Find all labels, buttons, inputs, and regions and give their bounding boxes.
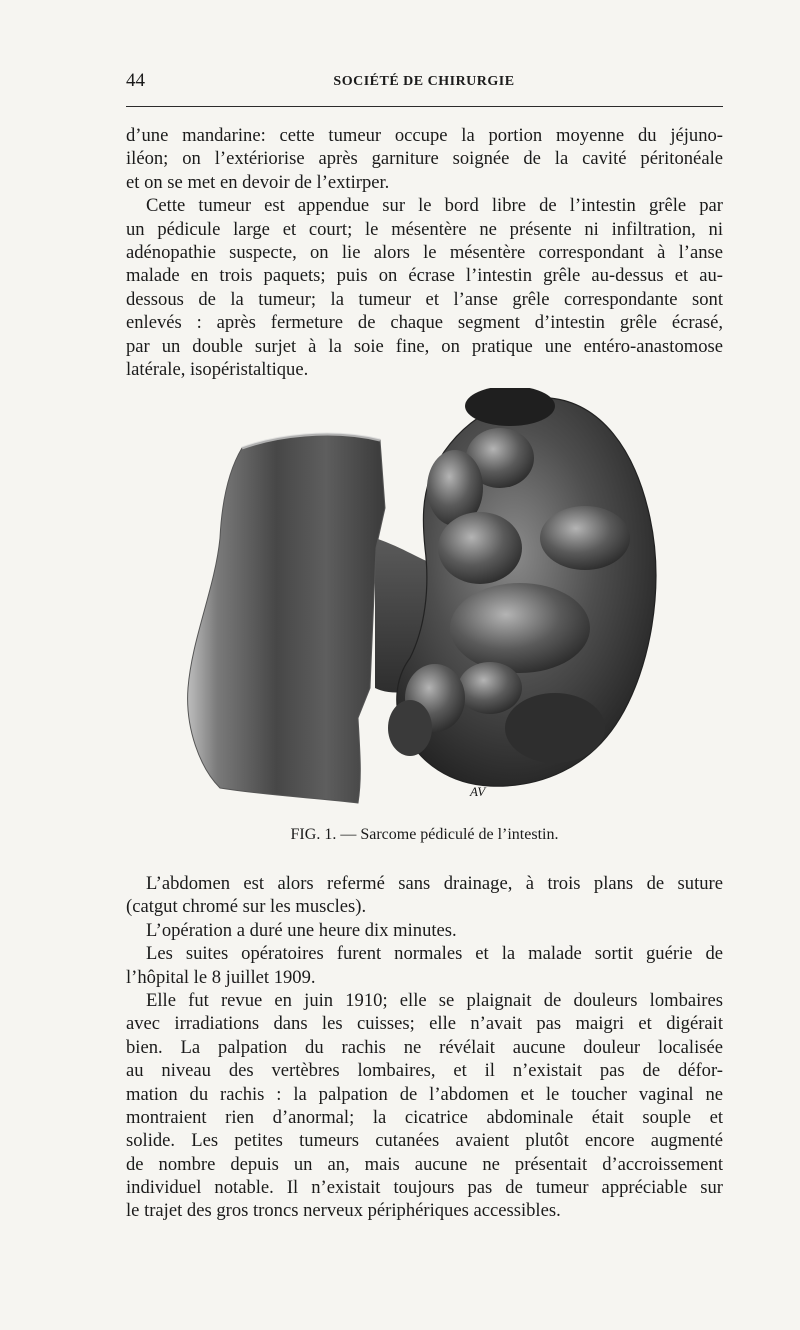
text-line: par un double surjet à la soie fine, on pratique une entéro-anastomose — [126, 335, 723, 357]
text-line: l’hôpital le 8 juillet 1909. — [126, 966, 316, 988]
text-line: et on se met en devoir de l’extirper. — [126, 171, 390, 193]
text-line: L’opération a duré une heure dix minutes. — [146, 919, 457, 941]
running-title: SOCIÉTÉ DE CHIRURGIE — [333, 74, 515, 89]
figure-caption: FIG. 1. — Sarcome pédiculé de l’intestin. — [290, 826, 559, 843]
tumor-lobe-shape — [438, 512, 522, 584]
tumor-lobe-shape — [458, 662, 522, 714]
text-line: bien. La palpation du rachis ne révélait aucune douleur localisée — [126, 1036, 723, 1058]
tumor-lobe-shape — [388, 700, 432, 756]
text-line: mation du rachis : la palpation de l’abdomen et le toucher vaginal ne — [126, 1083, 723, 1105]
tumor-lobe-shape — [450, 583, 590, 673]
text-line: le trajet des gros troncs nerveux périphériques accessibles. — [126, 1200, 561, 1222]
intestine-segment-shape — [188, 434, 385, 803]
illustrator-signature: AV — [470, 784, 486, 799]
body-text-top — [126, 124, 723, 381]
text-line: iléon; on l’extériorise après garniture soignée de la cavité péritonéale — [126, 148, 723, 170]
text-line: d’une mandarine: cette tumeur occupe la portion moyenne du jéjuno- — [126, 125, 723, 146]
text-line: montraient rien d’anormal; la cicatrice abdominale était souple et — [126, 1106, 723, 1128]
tumor-lobe-shape — [505, 693, 605, 763]
text-line: un pédicule large et court; le mésentère ne présente ni infiltration, ni — [126, 218, 723, 240]
text-line: Cette tumeur est appendue sur le bord libre de l’intestin grêle par — [146, 195, 723, 217]
text-line: enlevés : après fermeture de chaque segment d’intestin grêle écrasé, — [126, 312, 723, 334]
page-header — [126, 70, 722, 100]
text-line: Les suites opératoires furent normales et la malade sortit guérie de — [146, 943, 723, 965]
text-line: individuel notable. Il n’existait toujours pas de tumeur appréciable sur — [126, 1177, 723, 1199]
body-text-bottom — [126, 872, 723, 1223]
text-line: L’abdomen est alors refermé sans drainage, à trois plans de suture — [146, 873, 723, 894]
text-line: malade en trois paquets; puis on écrase l’intestin grêle au-dessus et au- — [126, 265, 723, 287]
text-line: de nombre depuis un an, mais aucune ne présentait d’accroissement — [126, 1153, 723, 1175]
text-line: solide. Les petites tumeurs cutanées avaient plutôt encore augmenté — [126, 1130, 723, 1152]
tumor-illustration — [180, 388, 670, 820]
text-line: avec irradiations dans les cuisses; elle n’avait pas maigri et digérait — [126, 1013, 723, 1035]
header-rule — [126, 106, 723, 107]
text-line: latérale, isopéristaltique. — [126, 358, 309, 380]
text-line: dessous de la tumeur; la tumeur et l’anse grêle correspondante sont — [126, 288, 723, 310]
tumor-lobe-shape — [540, 506, 630, 570]
page-number: 44 — [126, 70, 145, 91]
text-line: au niveau des vertèbres lombaires, et il n’existait pas de défor- — [126, 1060, 723, 1082]
text-line: adénopathie suspecte, on lie alors le mésentère correspondant à l’anse — [126, 241, 723, 263]
figure-tumor-illustration — [180, 388, 670, 820]
text-line: (catgut chromé sur les muscles). — [126, 896, 367, 918]
text-line: Elle fut revue en juin 1910; elle se plaignait de douleurs lombaires — [146, 989, 723, 1011]
